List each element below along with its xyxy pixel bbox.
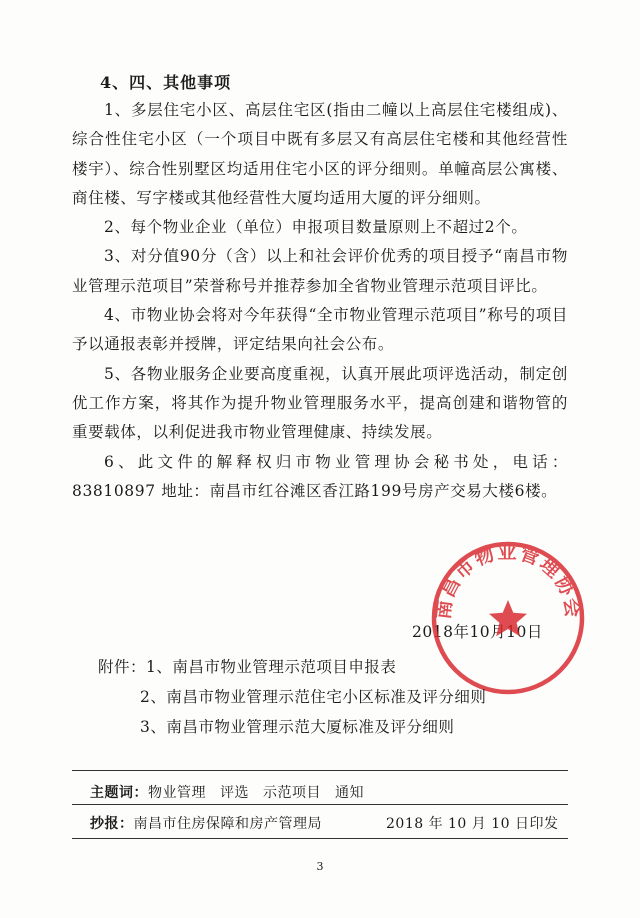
paragraph-6: 6、此文件的解释权归市物业管理协会秘书处，电话：83810897 地址：南昌市红谷滩区香江路199号房产交易大楼6楼。 <box>72 452 568 500</box>
paragraph-2: 2、每个物业企业（单位）申报项目数量原则上不超过2个。 <box>104 218 528 237</box>
attachments <box>98 652 486 742</box>
paragraph-4: 4、市物业协会将对今年获得“全市物业管理示范项目”称号的项目予以通报表彰并授牌，评定结果向社会公布。 <box>72 306 568 354</box>
page-number: 3 <box>316 860 324 873</box>
divider-top <box>72 770 568 771</box>
print-date: 2018 年 10 月 10 日印发 <box>386 816 559 832</box>
keywords-label: 主题词： <box>90 785 148 801</box>
body-text <box>72 96 568 506</box>
cc-line <box>90 813 559 833</box>
seal-text: 南昌市物业管理协会 <box>432 541 584 621</box>
paragraph-3: 3、对分值90分（含）以上和社会评价优秀的项目授予“南昌市物业管理示范项目”荣誉称号并推荐参加全省物业管理示范项目评比。 <box>72 247 568 295</box>
attachment-2: 2、南昌市物业管理示范住宅小区标准及评分细则 <box>140 688 487 706</box>
cc-recipient: 南昌市住房保障和房产管理局 <box>133 816 322 832</box>
section-heading: 4、四、其他事项 <box>100 73 232 92</box>
cc-label: 抄报： <box>90 816 134 832</box>
seal-star-icon <box>489 600 527 636</box>
attachment-1: 附件：1、南昌市物业管理示范项目申报表 <box>98 658 397 676</box>
paragraph-5: 5、各物业服务企业要高度重视，认真开展此项评选活动，制定创优工作方案，将其作为提升物业管理服务水平，提高创建和谐物管的重要载体，以利促进我市物业管理健康、持续发展。 <box>72 364 568 442</box>
divider-middle <box>72 804 568 805</box>
divider-bottom <box>72 838 568 839</box>
paragraph-1: 1、多层住宅小区、高层住宅区(指由二幢以上高层住宅楼组成)、综合性住宅小区（一个项目中既有多层又有高层住宅楼和其他经营性楼宇）、综合性别墅区均适用住宅小区的评分细则。单幢高层公寓楼、商住楼、写字楼或其他经营性大厦均适用大厦的评分细则。 <box>72 101 568 207</box>
keywords-line: 主题词：物业管理 评选 示范项目 通知 <box>90 785 364 801</box>
issue-date: 2018年10月10日 <box>412 623 543 641</box>
attachments-label: 附件： <box>98 658 147 676</box>
attachment-3: 3、南昌市物业管理示范大厦标准及评分细则 <box>140 718 455 736</box>
